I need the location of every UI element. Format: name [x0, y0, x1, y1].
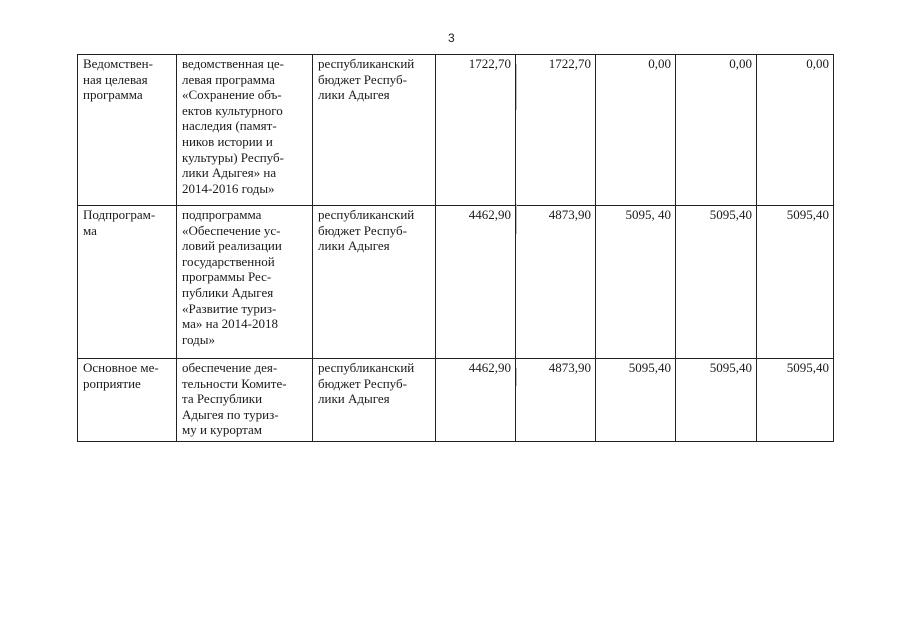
value-cell: 5095,40: [757, 359, 834, 442]
row-name-cell: ведомственная це- левая программа «Сохранение объ- ектов культурного наследия (памят- ников истории и культуры) Респуб- лики Адыгея» на 2014-2016 годы»: [177, 55, 313, 206]
value-cell: 4873,90: [516, 206, 596, 359]
row-source-cell: республиканский бюджет Респуб- лики Адыгея: [313, 206, 436, 359]
budget-table: [77, 54, 834, 442]
value-cell: 0,00: [676, 55, 757, 206]
value-cell: 5095,40: [676, 206, 757, 359]
value-cell: 4873,90: [516, 359, 596, 442]
value-cell: 5095,40: [596, 359, 676, 442]
value-cell: 0,00: [757, 55, 834, 206]
value-cell: 0,00: [596, 55, 676, 206]
value-cell: 5095, 40: [596, 206, 676, 359]
value-cell: 5095,40: [676, 359, 757, 442]
scan-mark: [516, 64, 517, 110]
table-row: [78, 359, 834, 442]
value-cell: 4462,90: [436, 359, 516, 442]
row-status-cell: Ведомствен- ная целевая программа: [78, 55, 177, 206]
row-name-cell: подпрограмма «Обеспечение ус- ловий реализации государственной программы Рес- публики Адыгея «Развитие туриз- ма» на 2014-2018 годы»: [177, 206, 313, 359]
table-row: [78, 55, 834, 206]
scan-mark: [516, 368, 517, 386]
value-cell: 4462,90: [436, 206, 516, 359]
value-cell: 1722,70: [516, 55, 596, 206]
row-name-cell: обеспечение дея- тельности Комите- та Республики Адыгея по туриз- му и курортам: [177, 359, 313, 442]
row-source-cell: республиканский бюджет Респуб- лики Адыгея: [313, 359, 436, 442]
scan-mark: [516, 204, 517, 234]
page-number: 3: [448, 31, 455, 45]
row-source-cell: республиканский бюджет Респуб- лики Адыгея: [313, 55, 436, 206]
row-status-cell: Основное ме- роприятие: [78, 359, 177, 442]
row-status-cell: Подпрограм- ма: [78, 206, 177, 359]
value-cell: 1722,70: [436, 55, 516, 206]
table-row: [78, 206, 834, 359]
value-cell: 5095,40: [757, 206, 834, 359]
